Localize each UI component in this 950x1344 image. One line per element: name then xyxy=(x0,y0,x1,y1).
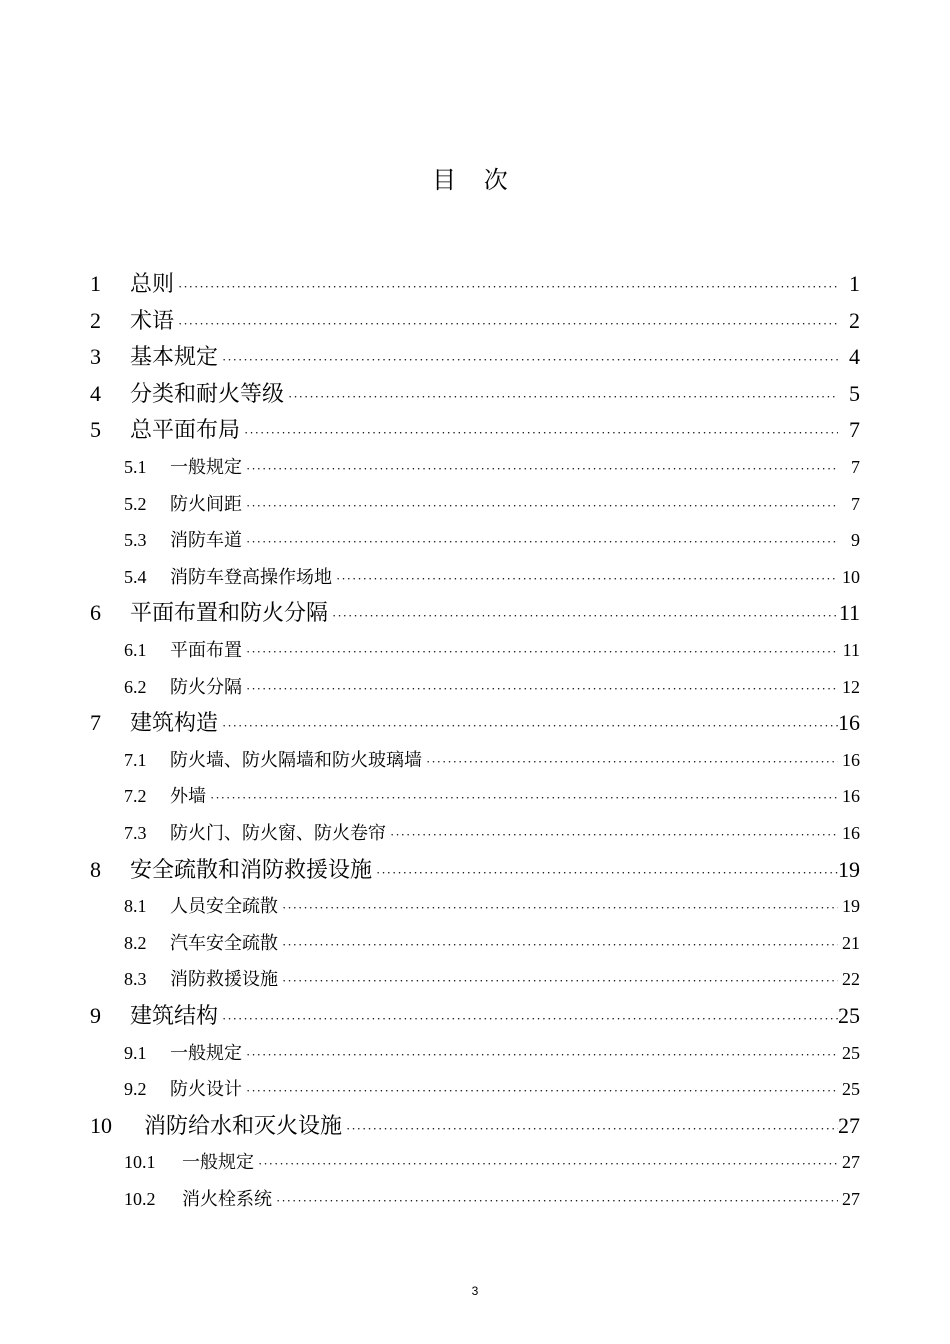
toc-entry-number: 5 xyxy=(90,417,101,443)
toc-chapter-entry[interactable] xyxy=(90,705,860,741)
dot-leader xyxy=(336,561,838,597)
toc-entry-page: 19 xyxy=(838,856,860,882)
toc-entry-number: 8 xyxy=(90,856,101,882)
toc-entry-number: 7.2 xyxy=(124,786,147,807)
toc-entry-label: 术语 xyxy=(130,308,175,334)
toc-section-entry[interactable] xyxy=(124,1035,860,1071)
toc-entry-number: 10.2 xyxy=(124,1189,156,1209)
toc-section-entry[interactable] xyxy=(124,1181,860,1217)
toc-entry-label: 防火墙、防火隔墙和防火玻璃墙 xyxy=(170,749,422,771)
toc-entry-page: 7 xyxy=(851,457,860,477)
toc-chapter-entry[interactable] xyxy=(90,1108,860,1144)
toc-entry-label: 分类和耐火等级 xyxy=(130,381,285,407)
toc-entry-number: 4 xyxy=(90,380,101,406)
toc-entry-page: 16 xyxy=(842,786,860,807)
toc-entry-page: 27 xyxy=(838,1112,860,1138)
dot-leader xyxy=(210,780,838,816)
toc-entry-label: 平面布置和防火分隔 xyxy=(130,601,329,627)
toc-section-entry[interactable] xyxy=(124,815,860,851)
page-number: 3 xyxy=(471,1284,479,1298)
toc-entry-page: 5 xyxy=(849,380,860,406)
toc-entry-label: 一般规定 xyxy=(170,1042,242,1064)
toc-entry-label: 建筑结构 xyxy=(130,1004,219,1029)
toc-entry-number: 8.1 xyxy=(124,896,147,917)
dot-leader xyxy=(178,269,838,305)
toc-entry-number: 5.1 xyxy=(124,457,147,477)
toc-entry-page: 2 xyxy=(849,307,860,333)
toc-section-entry[interactable] xyxy=(124,961,860,997)
toc-section-entry[interactable] xyxy=(124,486,860,522)
toc-entry-number: 7 xyxy=(90,710,101,736)
toc-entry-page: 7 xyxy=(851,493,860,514)
toc-section-entry[interactable] xyxy=(124,778,860,814)
dot-leader xyxy=(376,855,838,891)
dot-leader xyxy=(288,379,838,415)
toc-chapter-entry[interactable] xyxy=(90,303,860,339)
toc-entry-label: 总平面布局 xyxy=(130,418,241,444)
toc-entry-number: 8.3 xyxy=(124,969,147,990)
dot-leader xyxy=(276,1183,838,1219)
toc-entry-number: 5.2 xyxy=(124,493,147,514)
toc-chapter-entry[interactable] xyxy=(90,266,860,302)
toc-entry-number: 2 xyxy=(90,307,101,333)
toc-section-entry[interactable] xyxy=(124,522,860,558)
toc-entry-page: 22 xyxy=(842,969,860,990)
dot-leader xyxy=(282,890,838,926)
toc-section-entry[interactable] xyxy=(124,888,860,924)
toc-entry-label: 基本规定 xyxy=(130,345,219,371)
toc-entry-number: 3 xyxy=(90,344,101,370)
dot-leader xyxy=(246,634,838,670)
dot-leader xyxy=(346,1111,838,1147)
toc-chapter-entry[interactable] xyxy=(90,998,860,1034)
toc-entry-page: 11 xyxy=(842,640,860,660)
toc-entry-page: 1 xyxy=(849,271,860,296)
dot-leader xyxy=(246,488,838,524)
toc-entry-label: 平面布置 xyxy=(170,640,242,661)
toc-section-entry[interactable] xyxy=(124,1144,860,1180)
toc-entry-label: 建筑构造 xyxy=(130,711,219,737)
toc-entry-number: 6.1 xyxy=(124,640,147,660)
dot-leader xyxy=(390,817,838,853)
toc-entry-number: 8.2 xyxy=(124,932,147,953)
toc-entry-page: 19 xyxy=(842,896,860,917)
toc-entry-label: 人员安全疏散 xyxy=(170,896,278,918)
dot-leader xyxy=(246,671,838,707)
toc-entry-page: 16 xyxy=(838,710,860,736)
toc-entry-label: 消防车道 xyxy=(170,530,242,552)
toc-entry-page: 27 xyxy=(842,1152,860,1173)
toc-entry-number: 1 xyxy=(90,271,101,296)
toc-entry-number: 5.3 xyxy=(124,530,147,551)
toc-entry-number: 7.1 xyxy=(124,749,147,770)
toc-section-entry[interactable] xyxy=(124,632,860,668)
toc-section-entry[interactable] xyxy=(124,1071,860,1107)
dot-leader xyxy=(282,927,838,963)
toc-entry-page: 25 xyxy=(842,1042,860,1063)
toc-entry-label: 消防给水和灭火设施 xyxy=(144,1113,343,1139)
dot-leader xyxy=(246,1037,838,1073)
toc-chapter-entry[interactable] xyxy=(90,412,860,448)
toc-entry-page: 25 xyxy=(838,1003,860,1028)
toc-entry-number: 10 xyxy=(90,1112,112,1138)
toc-entry-page: 10 xyxy=(842,566,860,587)
dot-leader xyxy=(282,963,838,999)
toc-section-entry[interactable] xyxy=(124,559,860,595)
toc-entry-label: 安全疏散和消防救援设施 xyxy=(130,857,373,883)
dot-leader xyxy=(426,744,838,780)
toc-chapter-entry[interactable] xyxy=(90,376,860,412)
toc-section-entry[interactable] xyxy=(124,669,860,705)
toc-entry-label: 总则 xyxy=(130,272,175,297)
toc-entry-page: 12 xyxy=(842,676,860,697)
dot-leader xyxy=(222,708,838,744)
toc-entry-number: 6 xyxy=(90,600,101,626)
toc-entry-page: 11 xyxy=(838,600,860,626)
toc-section-entry[interactable] xyxy=(124,925,860,961)
toc-entry-page: 16 xyxy=(842,823,860,843)
toc-entry-number: 9.1 xyxy=(124,1042,147,1063)
toc-chapter-entry[interactable] xyxy=(90,339,860,375)
toc-section-entry[interactable] xyxy=(124,742,860,778)
toc-entry-page: 4 xyxy=(849,344,860,370)
toc-entry-label: 防火门、防火窗、防火卷帘 xyxy=(170,823,386,844)
toc-entry-page: 27 xyxy=(842,1189,860,1209)
dot-leader xyxy=(246,524,838,560)
toc-entry-label: 汽车安全疏散 xyxy=(170,932,278,954)
dot-leader xyxy=(258,1146,838,1182)
toc-entry-number: 9 xyxy=(90,1003,101,1028)
dot-leader xyxy=(246,1073,838,1109)
toc-section-entry[interactable] xyxy=(124,449,860,485)
toc-entry-label: 防火分隔 xyxy=(170,676,242,698)
dot-leader xyxy=(244,415,838,451)
toc-entry-number: 10.1 xyxy=(124,1152,156,1173)
dot-leader xyxy=(246,451,838,487)
toc-entry-page: 7 xyxy=(849,417,860,443)
toc-entry-page: 25 xyxy=(842,1079,860,1100)
toc-entry-number: 6.2 xyxy=(124,676,147,697)
toc-entry-page: 21 xyxy=(842,932,860,953)
dot-leader xyxy=(222,1001,838,1037)
dot-leader xyxy=(178,306,838,342)
dot-leader xyxy=(332,598,838,634)
toc-entry-number: 9.2 xyxy=(124,1079,147,1100)
toc-entry-label: 消防救援设施 xyxy=(170,969,278,991)
page-title: 目 次 xyxy=(432,166,518,194)
toc-entry-label: 防火间距 xyxy=(170,493,242,515)
toc-entry-label: 消防车登高操作场地 xyxy=(170,566,332,588)
toc-entry-label: 外墙 xyxy=(170,786,206,808)
toc-entry-label: 一般规定 xyxy=(170,457,242,478)
dot-leader xyxy=(222,342,838,378)
toc-entry-page: 9 xyxy=(851,530,860,551)
toc-entry-label: 消火栓系统 xyxy=(182,1189,272,1210)
toc-entry-label: 一般规定 xyxy=(182,1152,254,1174)
toc-entry-number: 7.3 xyxy=(124,823,147,843)
toc-entry-label: 防火设计 xyxy=(170,1079,242,1101)
toc-entry-page: 16 xyxy=(842,749,860,770)
toc-chapter-entry[interactable] xyxy=(90,852,860,888)
toc-chapter-entry[interactable] xyxy=(90,595,860,631)
toc-entry-number: 5.4 xyxy=(124,566,147,587)
